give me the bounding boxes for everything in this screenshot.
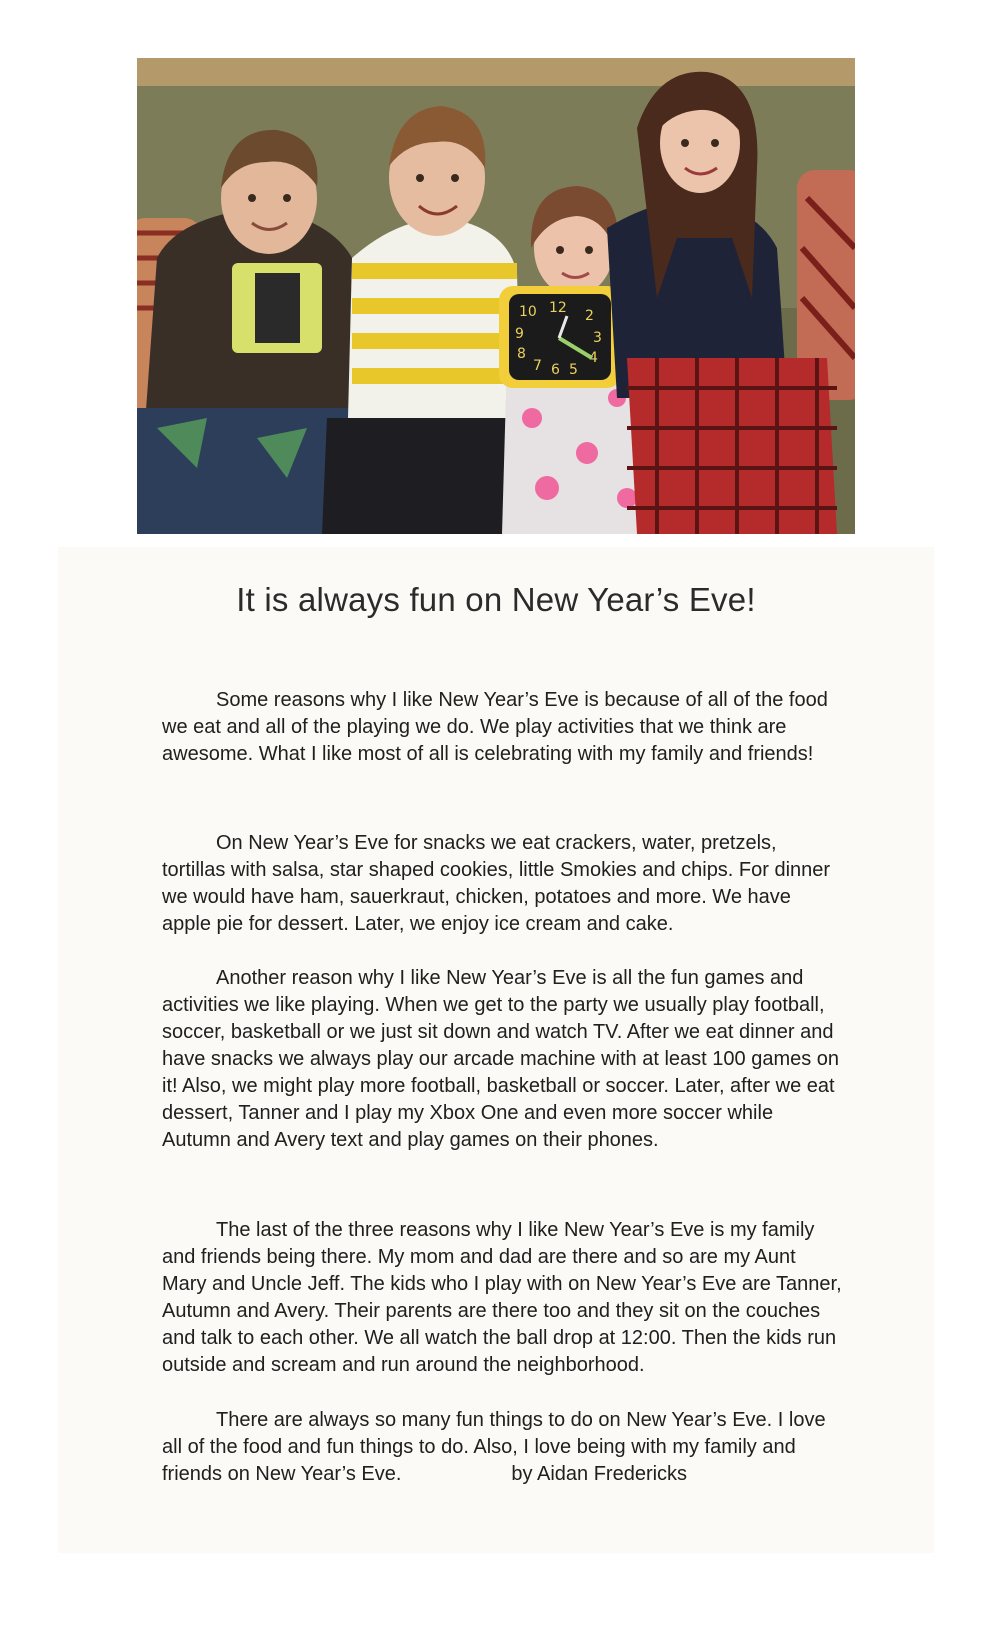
clock-icon — [499, 286, 621, 388]
clock-numeral: 8 — [517, 346, 526, 362]
essay-paragraph-final — [162, 1407, 842, 1488]
essay-paragraph: The last of the three reasons why I like New Year’s Eve is my family and friends being there. My mom and dad are there and so are my Aunt Mary and Uncle Jeff. The kids who I play with on New Year’s Eve are Tanner, Autumn and Avery. Their parents are there too and they sit on the couches and talk to each other. We all watch the ball drop at 12:00. Then the kids run outside and scream and run around the neighborhood. — [162, 1219, 842, 1376]
clock-numeral: 10 — [519, 304, 537, 320]
clock-numeral: 4 — [589, 350, 598, 366]
clock-numeral: 12 — [549, 300, 567, 316]
essay-title: It is always fun on New Year’s Eve! — [236, 581, 756, 618]
clock-numeral: 5 — [569, 362, 578, 378]
essay-page — [58, 547, 934, 1553]
clock-numeral: 2 — [585, 308, 594, 324]
family-photo — [137, 58, 855, 534]
essay-paragraph: Some reasons why I like New Year’s Eve is because of all of the food we eat and all of the playing we do. We play activities that we think are awesome. What I like most of all is celebrating with my family and friends! — [162, 689, 828, 765]
photo-illustration — [137, 58, 855, 534]
clock-numeral: 7 — [533, 358, 542, 374]
clock-numeral: 6 — [551, 362, 560, 378]
byline: by Aidan Fredericks — [511, 1463, 688, 1485]
clock-numeral: 9 — [515, 326, 524, 342]
essay-paragraph: On New Year’s Eve for snacks we eat crackers, water, pretzels, tortillas with salsa, star shaped cookies, little Smokies and chips. For dinner we would have ham, sauerkraut, chicken, potatoes and more. We have apple pie for dessert. Later, we enjoy ice cream and cake. — [162, 832, 831, 935]
essay-paragraph-text: There are always so many fun things to do on New Year’s Eve. I love all of the food and fun things to do. Also, I love being with my family and friends on New Year’s Eve. — [162, 1409, 826, 1485]
essay-paragraph: Another reason why I like New Year’s Eve is all the fun games and activities we like playing. When we get to the party we usually play football, soccer, basketball or we just sit down and watch TV. After we eat dinner and have snacks we always play our arcade machine with at least 100 games on it! Also, we might play more football, basketball or soccer. Later, after we eat dessert, Tanner and I play my Xbox One and even more soccer while Autumn and Avery text and play games on their phones. — [162, 967, 840, 1151]
clock-numeral: 3 — [593, 330, 602, 346]
